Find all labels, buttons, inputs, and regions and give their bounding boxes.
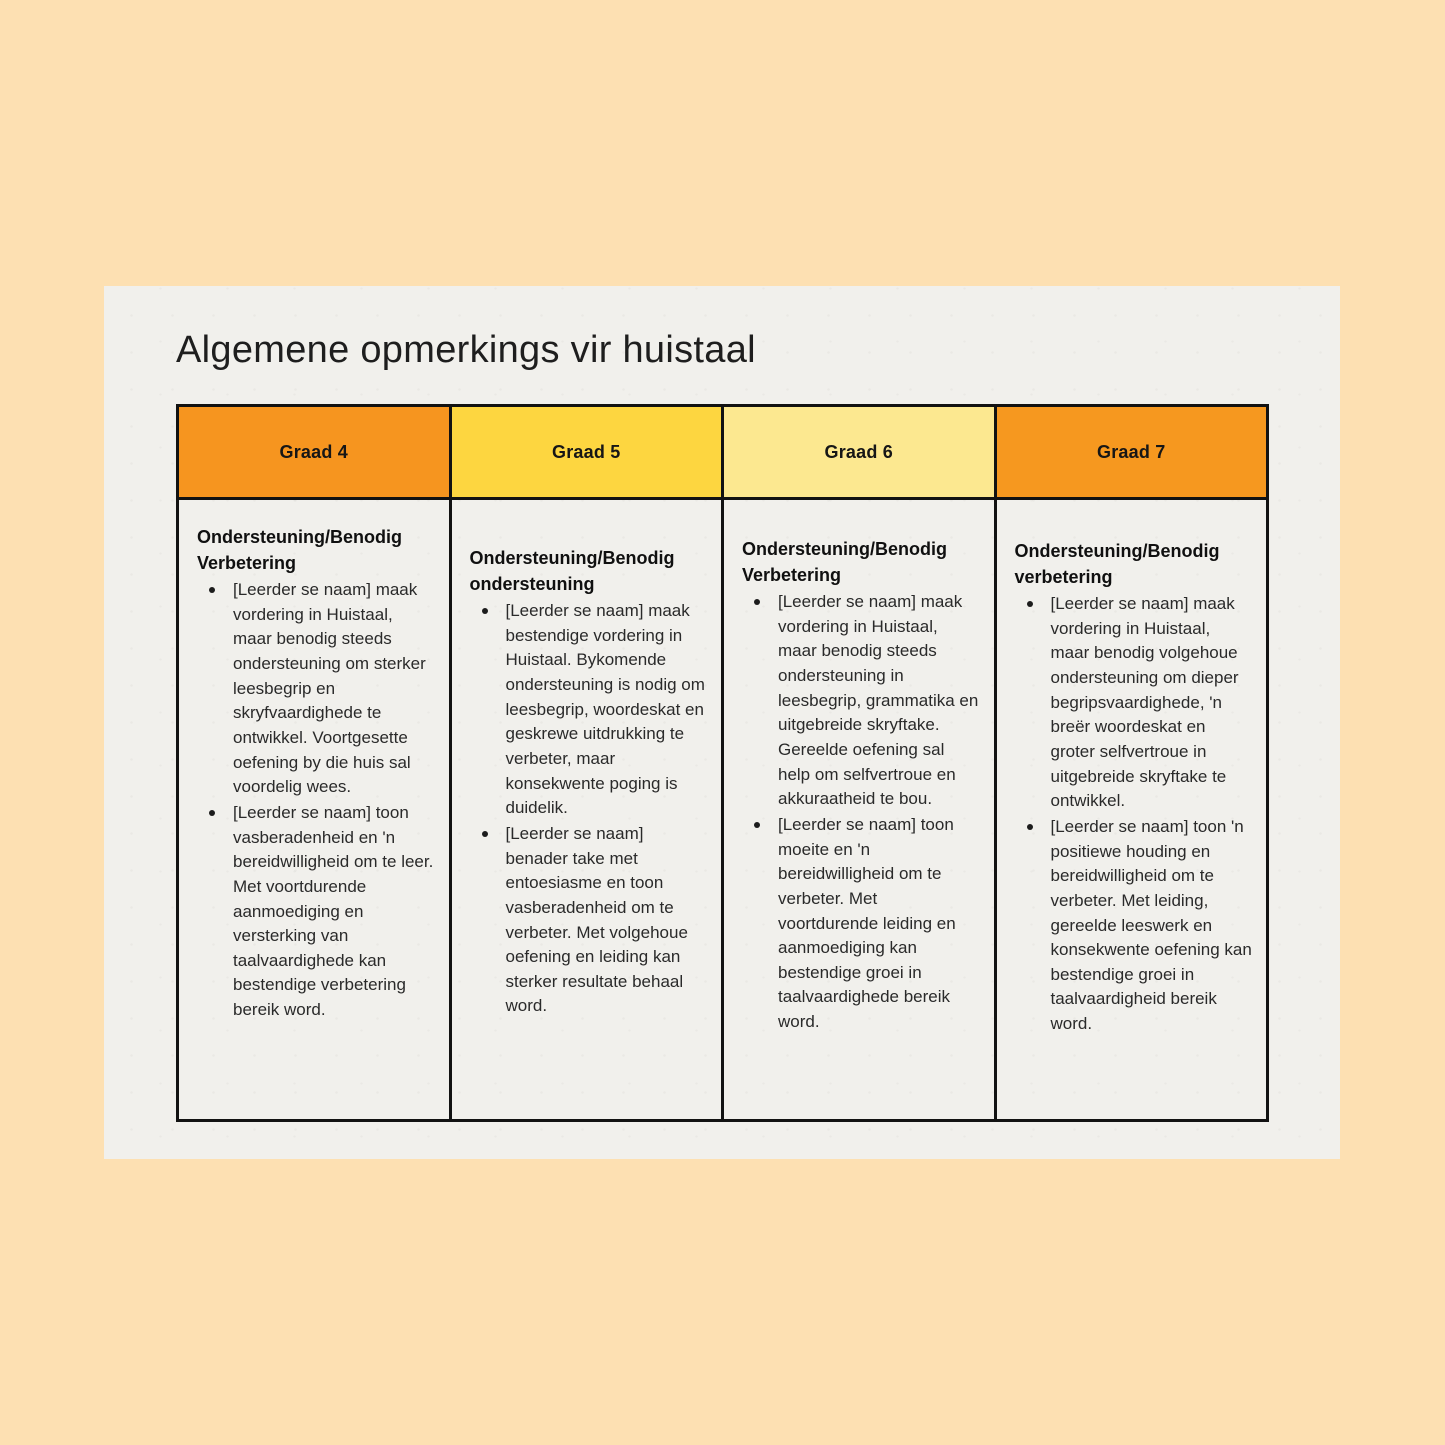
bullet-item: [Leerder se naam] toon moeite en 'n bereidwilligheid om te verbeter. Met voortdurende leiding en aanmoediging kan bestendige groei in taalvaardighede bereik word. <box>748 813 981 1035</box>
table-body-row <box>179 500 1266 1119</box>
bullet-item: [Leerder se naam] toon vasberadenheid en 'n bereidwilligheid om te leer. Met voortdurende aanmoediging en versterking van taalvaardighede kan bestendige verbetering bereik word. <box>203 801 436 1023</box>
header-cell-graad-7 <box>994 407 1267 497</box>
bullet-item: [Leerder se naam] maak vordering in Huistaal, maar benodig volgehoue ondersteuning om dieper begripsvaardighede, 'n breër woordeskat en groter selfvertroue in uitgebreide skryftake te ontwikkel. <box>1021 592 1254 814</box>
bullet-list-graad-6 <box>742 590 981 1035</box>
table-header-row <box>179 407 1266 500</box>
header-label-graad-4: Graad 4 <box>279 441 348 462</box>
section-title-graad-7: Ondersteuning/Benodig verbetering <box>1014 541 1220 588</box>
header-cell-graad-5 <box>449 407 722 497</box>
bullet-item: [Leerder se naam] maak bestendige vordering in Huistaal. Bykomende ondersteuning is nodig om leesbegrip, woordeskat en geskrewe uitdrukking te verbeter, maar konsekwente poging is duidelik. <box>476 599 709 821</box>
section-title-graad-5: Ondersteuning/Benodig ondersteuning <box>469 548 675 595</box>
body-cell-graad-5 <box>449 500 722 1119</box>
body-cell-graad-7 <box>994 500 1267 1119</box>
bullet-list-graad-4 <box>197 578 436 1023</box>
page-title: Algemene opmerkings vir huistaal <box>176 329 756 371</box>
header-cell-graad-4 <box>179 407 449 497</box>
worksheet-paper <box>104 286 1340 1159</box>
section-title-graad-4: Ondersteuning/Benodig Verbetering <box>197 527 402 574</box>
bullet-list-graad-7 <box>1015 592 1254 1037</box>
header-label-graad-6: Graad 6 <box>824 441 893 462</box>
section-title-graad-6: Ondersteuning/Benodig Verbetering <box>742 539 947 586</box>
header-label-graad-5: Graad 5 <box>552 441 621 462</box>
body-cell-graad-6 <box>721 500 994 1119</box>
bullet-list-graad-5 <box>470 599 709 1019</box>
bullet-item: [Leerder se naam] toon 'n positiewe houding en bereidwilligheid om te verbeter. Met leiding, gereelde leeswerk en konsekwente oefening kan bestendige groei in taalvaardigheid bereik word. <box>1021 815 1254 1037</box>
header-label-graad-7: Graad 7 <box>1097 441 1166 462</box>
grades-table <box>176 404 1269 1122</box>
bullet-item: [Leerder se naam] benader take met entoesiasme en toon vasberadenheid om te verbeter. Met volgehoue oefening en leiding kan sterker resultate behaal word. <box>476 822 709 1019</box>
bullet-item: [Leerder se naam] maak vordering in Huistaal, maar benodig steeds ondersteuning in leesbegrip, grammatika en uitgebreide skryftake. Gereelde oefening sal help om selfvertroue en akkuraatheid te bou. <box>748 590 981 812</box>
header-cell-graad-6 <box>721 407 994 497</box>
body-cell-graad-4 <box>179 500 449 1119</box>
bullet-item: [Leerder se naam] maak vordering in Huistaal, maar benodig steeds ondersteuning om sterker leesbegrip en skryfvaardighede te ontwikkel. Voortgesette oefening by die huis sal voordelig wees. <box>203 578 436 800</box>
